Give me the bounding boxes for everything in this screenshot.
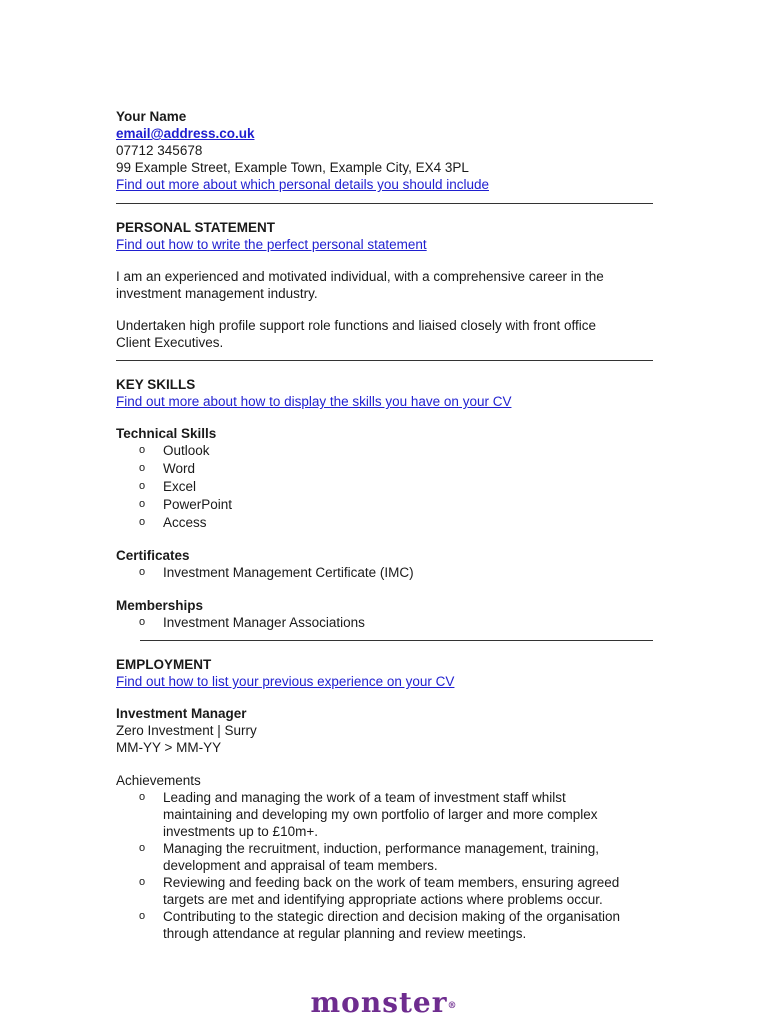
registered-mark: ® — [447, 1001, 458, 1011]
certificates-list — [116, 564, 656, 581]
bullet-icon: o — [139, 876, 146, 888]
statement-paragraph-1 — [116, 268, 656, 302]
skill-label: Outlook — [163, 443, 210, 458]
statement-paragraph-2 — [116, 317, 656, 351]
key-skills-help-link[interactable]: Find out more about how to display the skills you have on your CV — [116, 394, 512, 409]
membership-label: Investment Manager Associations — [163, 615, 365, 630]
achievement-line: development and appraisal of team members. — [163, 858, 438, 873]
section-divider — [116, 203, 653, 204]
skill-label: Excel — [163, 479, 197, 494]
postal-address: 99 Example Street, Example Town, Example City, EX4 3PL — [116, 160, 469, 175]
bullet-icon: o — [139, 480, 146, 492]
company-location: Zero Investment | Surry — [116, 723, 257, 738]
personal-statement-help-link[interactable]: Find out how to write the perfect personal statement — [116, 237, 427, 252]
list-item — [116, 789, 656, 840]
certificate-label: Investment Management Certificate (IMC) — [163, 565, 414, 580]
achievement-line: investments up to £10m+. — [163, 824, 318, 839]
statement-line: Undertaken high profile support role functions and liaised closely with front office — [116, 318, 597, 333]
skill-label: Word — [163, 461, 196, 476]
list-item — [116, 478, 656, 495]
phone-number: 07712 345678 — [116, 143, 203, 158]
achievement-line: Managing the recruitment, induction, performance management, training, — [163, 841, 599, 856]
cv-document — [116, 108, 656, 942]
list-item — [116, 908, 656, 942]
section-divider — [140, 640, 653, 641]
list-item — [116, 564, 656, 581]
email-link[interactable]: email@address.co.uk — [116, 126, 255, 141]
candidate-name: Your Name — [116, 109, 187, 124]
statement-line: investment management industry. — [116, 286, 318, 301]
statement-line: I am an experienced and motivated individual, with a comprehensive career in the — [116, 269, 604, 284]
skill-label: Access — [163, 515, 207, 530]
employment-help-link[interactable]: Find out how to list your previous experience on your CV — [116, 674, 455, 689]
bullet-icon: o — [139, 516, 146, 528]
achievement-line: targets are met and identifying appropriate actions where problems occur. — [163, 892, 603, 907]
achievements-list — [116, 789, 656, 942]
achievement-line: through attendance at regular planning and review meetings. — [163, 926, 527, 941]
list-item — [116, 840, 656, 874]
technical-skills-list — [116, 442, 656, 531]
employment-heading: EMPLOYMENT — [116, 657, 212, 672]
bullet-icon: o — [139, 910, 146, 922]
personal-statement-heading: PERSONAL STATEMENT — [116, 220, 276, 235]
achievement-line: Contributing to the stategic direction and decision making of the organisation — [163, 909, 621, 924]
bullet-icon: o — [139, 462, 146, 474]
achievements-heading: Achievements — [116, 773, 201, 788]
monster-logo — [0, 986, 768, 1019]
personal-details-help-link[interactable]: Find out more about which personal details you should include — [116, 177, 489, 192]
list-item — [116, 614, 656, 631]
technical-skills-heading: Technical Skills — [116, 426, 217, 441]
job-title: Investment Manager — [116, 706, 247, 721]
bullet-icon: o — [139, 444, 146, 456]
employment-dates: MM-YY > MM-YY — [116, 740, 222, 755]
achievement-line: Reviewing and feeding back on the work of team members, ensuring agreed — [163, 875, 620, 890]
section-divider — [116, 360, 653, 361]
list-item — [116, 514, 656, 531]
list-item — [116, 496, 656, 513]
logo-text: monster — [310, 986, 448, 1019]
skill-label: PowerPoint — [163, 497, 233, 512]
key-skills-heading: KEY SKILLS — [116, 377, 196, 392]
bullet-icon: o — [139, 842, 146, 854]
bullet-icon: o — [139, 616, 146, 628]
statement-line: Client Executives. — [116, 335, 224, 350]
memberships-heading: Memberships — [116, 598, 204, 613]
achievement-line: maintaining and developing my own portfolio of larger and more complex — [163, 807, 598, 822]
bullet-icon: o — [139, 498, 146, 510]
list-item — [116, 442, 656, 459]
certificates-heading: Certificates — [116, 548, 190, 563]
bullet-icon: o — [139, 791, 146, 803]
list-item — [116, 460, 656, 477]
bullet-icon: o — [139, 566, 146, 578]
memberships-list — [116, 614, 656, 631]
achievement-line: Leading and managing the work of a team of investment staff whilst — [163, 790, 566, 805]
list-item — [116, 874, 656, 908]
